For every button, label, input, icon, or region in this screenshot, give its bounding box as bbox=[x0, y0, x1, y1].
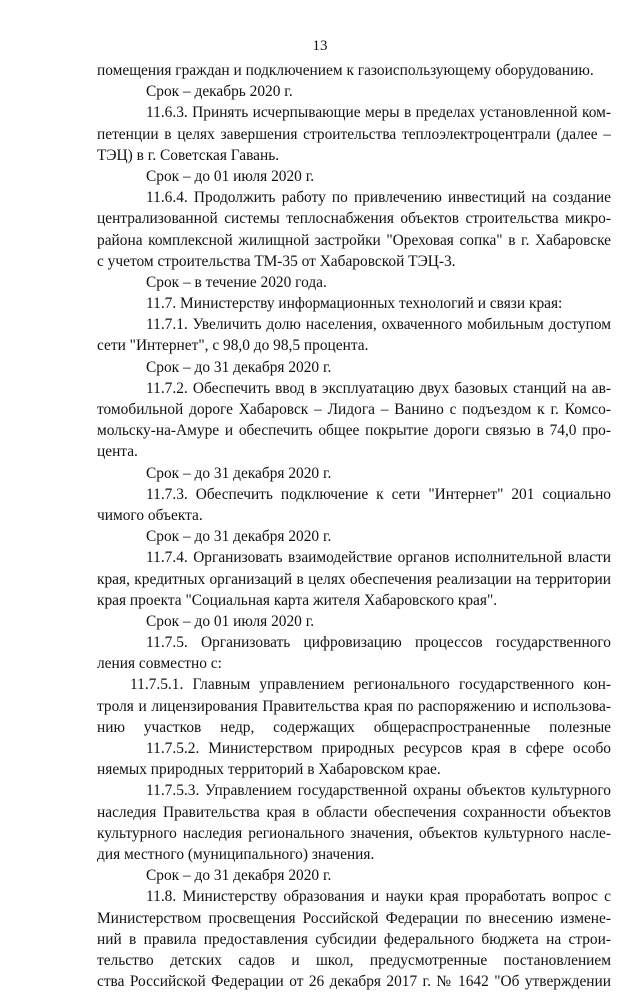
text-line: Срок – до 31 декабря 2020 г. bbox=[146, 867, 332, 885]
text-line: с учетом строительства ТМ-35 от Хабаровской ТЭЦ-3. bbox=[97, 252, 456, 270]
text-line: Срок – до 31 декабря 2020 г. bbox=[146, 358, 332, 376]
text-line: централизованной системы теплоснабжения объектов строительства микро- bbox=[97, 210, 611, 228]
document-body bbox=[97, 60, 611, 992]
text-line: чимого объекта. bbox=[97, 506, 203, 524]
text-line: Срок – до 31 декабря 2020 г. bbox=[146, 464, 332, 482]
text-line: 11.7.2. Обеспечить ввод в эксплуатацию двух базовых станций на ав- bbox=[146, 379, 611, 397]
text-line: ления совместно с: bbox=[97, 655, 222, 673]
text-line: петенции в целях завершения строительства теплоэлектроцентрали (далее – bbox=[97, 125, 611, 143]
text-line: няемых природных территорий в Хабаровском крае. bbox=[97, 761, 441, 779]
text-line: троля и лицензирования Правительства края по распоряжению и использова- bbox=[97, 697, 611, 715]
text-line: 11.6.3. Принять исчерпывающие меры в пределах установленной ком- bbox=[146, 104, 611, 122]
text-line: 11.7.5.2. Министерством природных ресурсов края в сфере особо bbox=[146, 740, 611, 757]
text-line: 11.6.4. Продолжить работу по привлечению инвестиций на создание bbox=[146, 189, 611, 207]
text-line: 11.7. Министерству информационных технологий и связи края: bbox=[146, 295, 563, 313]
text-line: 11.7.3. Обеспечить подключение к сети "Интернет" 201 социально bbox=[146, 485, 611, 503]
text-line: Срок – до 31 декабря 2020 г. bbox=[146, 528, 332, 546]
page-number: 13 bbox=[312, 38, 328, 54]
text-line: Срок – в течение 2020 года. bbox=[146, 273, 327, 291]
text-line: дия местного (муниципального) значения. bbox=[97, 845, 375, 863]
text-line: наследия Правительства края в области обеспечения сохранности объектов bbox=[97, 803, 611, 821]
text-line: 11.7.4. Организовать взаимодействие органов исполнительной власти bbox=[146, 549, 611, 567]
text-line: края проекта "Социальная карта жителя Хабаровского края". bbox=[97, 591, 498, 609]
text-line: культурного наследия регионального значения, объектов культурного насле- bbox=[97, 824, 611, 842]
text-line: 11.8. Министерству образования и науки края проработать вопрос с bbox=[146, 888, 611, 906]
text-line: нию участков недр, содержащих общераспространенные полезные bbox=[97, 718, 611, 736]
text-line: помещения граждан и подключением к газоиспользующему оборудованию. bbox=[97, 62, 594, 79]
text-line: края, кредитных организаций в целях обеспечения реализации на территории bbox=[97, 570, 611, 588]
text-line: района комплексной жилищной застройки "Ореховая сопка" в г. Хабаровске bbox=[97, 231, 611, 249]
text-line: ний в правила предоставления субсидии федерального бюджета на строи- bbox=[97, 930, 611, 948]
text-line: Срок – до 01 июля 2020 г. bbox=[146, 167, 315, 185]
text-line: цента. bbox=[97, 443, 138, 461]
text-line: 11.7.1. Увеличить долю населения, охваченного мобильным доступом bbox=[146, 316, 611, 334]
text-line: Министерством просвещения Российской Федерации по внесению измене- bbox=[97, 909, 611, 927]
text-line: Срок – декабрь 2020 г. bbox=[146, 83, 293, 101]
text-line: ТЭЦ) в г. Советская Гавань. bbox=[97, 146, 280, 164]
text-line: ства Российской Федерации от 26 декабря 2017 г. № 1642 "Об утверждении bbox=[97, 973, 611, 991]
text-line: Срок – до 01 июля 2020 г. bbox=[146, 612, 315, 630]
text-line: томобильной дороге Хабаровск – Лидога – Ванино с подъездом к г. Комсо- bbox=[97, 401, 611, 418]
text-line: 11.7.5.3. Управлением государственной охраны объектов культурного bbox=[146, 782, 611, 800]
text-line: тельство детских садов и школ, предусмотренные постановлением bbox=[97, 951, 611, 969]
text-line: 11.7.5.1. Главным управлением регионального государственного кон- bbox=[130, 676, 611, 694]
text-line: мольску-на-Амуре и обеспечить общее покрытие дороги связью в 74,0 про- bbox=[97, 422, 611, 440]
text-line: 11.7.5. Организовать цифровизацию процессов государственного bbox=[146, 634, 611, 652]
text-line: сети "Интернет", с 98,0 до 98,5 процента. bbox=[97, 337, 369, 355]
